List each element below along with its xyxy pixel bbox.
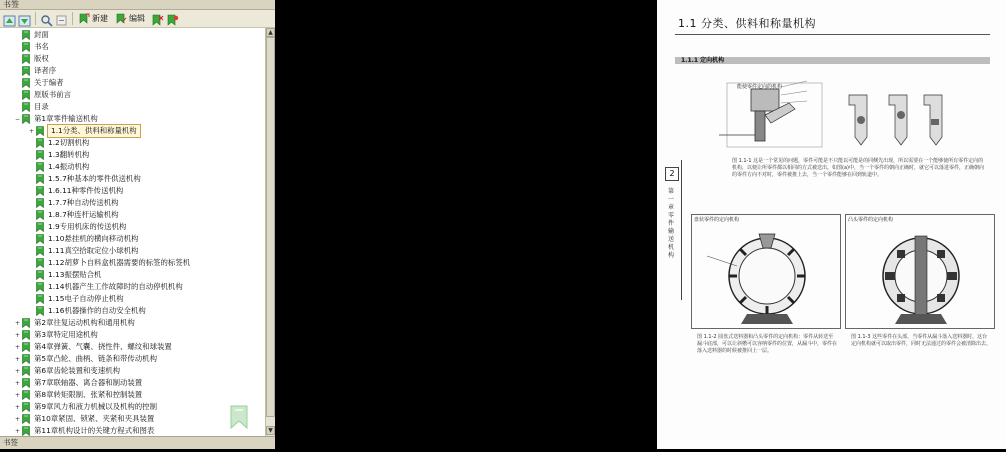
bookmark-label: 1.6.11种零件传送机构 bbox=[48, 186, 124, 195]
bookmark-item[interactable] bbox=[0, 377, 265, 389]
bookmark-item[interactable] bbox=[0, 353, 265, 365]
bookmark-item[interactable] bbox=[0, 233, 265, 245]
bookmark-item[interactable] bbox=[0, 281, 265, 293]
bookmark-item[interactable] bbox=[0, 185, 265, 197]
bookmark-item[interactable] bbox=[0, 65, 265, 77]
tree-spacer bbox=[28, 212, 35, 219]
bookmark-icon bbox=[36, 174, 45, 184]
expand-icon[interactable]: + bbox=[14, 380, 21, 387]
bookmark-tree bbox=[0, 28, 265, 436]
bookmark-item[interactable] bbox=[0, 329, 265, 341]
logo-icon bbox=[225, 402, 255, 430]
bookmark-icon bbox=[22, 342, 31, 352]
bookmark-item[interactable] bbox=[0, 173, 265, 185]
bookmark-icon bbox=[36, 126, 45, 136]
bookmark-icon bbox=[36, 258, 45, 268]
bookmark-icon bbox=[22, 90, 31, 100]
bookmark-item[interactable] bbox=[0, 389, 265, 401]
bookmark-label: 1.4振动机构 bbox=[48, 162, 90, 171]
scroll-down-arrow-icon[interactable]: ▼ bbox=[266, 426, 275, 435]
bookmark-label: 目录 bbox=[34, 102, 49, 111]
search-icon[interactable] bbox=[40, 12, 53, 25]
bookmark-icon bbox=[36, 294, 45, 304]
new-bookmark-button[interactable] bbox=[77, 12, 112, 26]
tree-spacer bbox=[14, 80, 21, 87]
bookmark-icon bbox=[22, 354, 31, 364]
tree-spacer bbox=[28, 164, 35, 171]
bookmark-label: 1.10悬挂机的横向移动机构 bbox=[48, 234, 139, 243]
bookmark-item[interactable] bbox=[0, 365, 265, 377]
bookmark-label: 1.13振摆贴合机 bbox=[48, 270, 102, 279]
tree-spacer bbox=[14, 68, 21, 75]
bookmark-icon bbox=[22, 414, 31, 424]
bookmark-icon bbox=[36, 198, 45, 208]
bookmark-label: 1.12胡萝卜自料盒机器需要的标签的标签机 bbox=[48, 258, 191, 267]
tree-spacer bbox=[14, 44, 21, 51]
bookmark-up-icon[interactable] bbox=[3, 12, 16, 25]
expand-icon[interactable]: + bbox=[14, 428, 21, 435]
figure-1-caption: 图 1.1-1 这是一个常见的问题，零件可能是不只能以可能是的同侧先出现，所以需要在一个能够使所有零件定向的机构，以便让所零件都以相同的方式被送出。如图(a)中，当一个零件的朝向正确时，就它可以落进零件，正确朝向的零件方向不对时，零件被推上去，当一个零件能够在回到轨道中。 bbox=[732, 158, 984, 178]
page-number: 2 bbox=[665, 167, 679, 181]
bookmark-item[interactable] bbox=[0, 257, 265, 269]
bookmark-item[interactable] bbox=[0, 293, 265, 305]
collapse-icon[interactable]: − bbox=[14, 116, 21, 123]
bookmark-label: 原版书前言 bbox=[34, 90, 71, 99]
bookmark-item[interactable] bbox=[0, 101, 265, 113]
bookmark-label: 1.3翻转机构 bbox=[48, 150, 90, 159]
bookmark-icon bbox=[22, 30, 31, 40]
bookmark-label: 第7章联轴器、离合器和制动装置 bbox=[34, 378, 143, 387]
bookmark-icon bbox=[36, 306, 45, 316]
expand-icon[interactable]: + bbox=[14, 404, 21, 411]
bookmark-icon bbox=[22, 330, 31, 340]
bookmarks-panel bbox=[0, 0, 275, 449]
bookmark-icon bbox=[22, 366, 31, 376]
expand-icon[interactable] bbox=[55, 12, 68, 25]
bookmark-icon bbox=[22, 66, 31, 76]
panel-footer: 书签 bbox=[0, 436, 275, 449]
bookmark-label: 1.7.7种自动传送机构 bbox=[48, 198, 119, 207]
bookmark-item[interactable] bbox=[0, 305, 265, 317]
bookmark-icon bbox=[36, 150, 45, 160]
bookmark-icon bbox=[22, 378, 31, 388]
scroll-up-arrow-icon[interactable]: ▲ bbox=[266, 28, 275, 37]
tree-spacer bbox=[28, 236, 35, 243]
bookmark-label: 1.14机器产生工作故障时的自动停机机构 bbox=[48, 282, 183, 291]
bookmark-icon bbox=[22, 42, 31, 52]
bookmark-item[interactable] bbox=[0, 197, 265, 209]
scrollbar-thumb[interactable] bbox=[266, 37, 275, 417]
bookmark-item[interactable] bbox=[0, 221, 265, 233]
bookmark-label: 书名 bbox=[34, 42, 49, 51]
bookmark-icon bbox=[36, 234, 45, 244]
edit-bookmark-button[interactable] bbox=[114, 12, 149, 26]
bookmark-label: 1.1分类、供料和称量机构 bbox=[48, 125, 140, 137]
tree-spacer bbox=[28, 260, 35, 267]
tree-spacer bbox=[14, 104, 21, 111]
bookmark-icon bbox=[22, 102, 31, 112]
document-page bbox=[657, 0, 1006, 449]
side-rule bbox=[681, 160, 682, 300]
figure-1-label: 能使零件定向的机构 bbox=[737, 84, 783, 90]
tree-spacer bbox=[28, 296, 35, 303]
tree-spacer bbox=[28, 272, 35, 279]
expand-icon[interactable]: + bbox=[14, 416, 21, 423]
bookmark-icon bbox=[36, 138, 45, 148]
tree-spacer bbox=[28, 188, 35, 195]
bookmark-icon bbox=[22, 426, 31, 436]
bookmark-icon bbox=[22, 390, 31, 400]
bookmark-label: 第10章紧固、锁紧、夹紧和夹具装置 bbox=[34, 414, 155, 423]
bookmark-item[interactable] bbox=[0, 125, 265, 137]
bookmark-label: 第4章弹簧、气囊、挠性件、螺纹和球装置 bbox=[34, 342, 172, 351]
subsection-title: 1.1.1 定向机构 bbox=[681, 57, 725, 64]
document-viewer[interactable] bbox=[276, 0, 992, 449]
tree-spacer bbox=[28, 176, 35, 183]
figure-2-label: 盘状零件的定向机构 bbox=[694, 217, 740, 223]
tree-spacer bbox=[14, 56, 21, 63]
bookmark-item[interactable] bbox=[0, 149, 265, 161]
expand-icon[interactable]: + bbox=[14, 332, 21, 339]
bookmark-label: 封面 bbox=[34, 30, 49, 39]
bookmark-label: 1.16机器操作的自动安全机构 bbox=[48, 306, 146, 315]
bookmark-item[interactable] bbox=[0, 89, 265, 101]
bookmark-icon bbox=[22, 54, 31, 64]
tree-spacer bbox=[28, 284, 35, 291]
bookmark-icon bbox=[22, 402, 31, 412]
bookmark-item[interactable] bbox=[0, 53, 265, 65]
bookmark-label: 第3章特定用途机构 bbox=[34, 330, 98, 339]
bookmark-item[interactable] bbox=[0, 29, 265, 41]
bookmark-label: 1.11真空拾取定位小球机构 bbox=[48, 246, 139, 255]
edit-bookmark-label: 编辑 bbox=[129, 13, 145, 23]
bookmark-icon bbox=[36, 210, 45, 220]
bookmark-icon bbox=[36, 222, 45, 232]
expand-icon[interactable]: + bbox=[28, 128, 35, 135]
bookmark-label: 第1章零件输送机构 bbox=[34, 114, 98, 123]
figure-3-label: 凸头零件的定向机构 bbox=[848, 217, 894, 223]
expand-icon[interactable]: + bbox=[14, 368, 21, 375]
tree-spacer bbox=[28, 140, 35, 147]
bookmark-label: 1.8.7种连杆运输机构 bbox=[48, 210, 119, 219]
bookmark-icon bbox=[36, 162, 45, 172]
bookmark-item[interactable] bbox=[0, 341, 265, 353]
bookmark-icon bbox=[22, 114, 31, 124]
bookmark-label: 1.15电子自动停止机构 bbox=[48, 294, 124, 303]
bookmark-down-icon[interactable] bbox=[18, 12, 31, 25]
bookmark-item[interactable] bbox=[0, 317, 265, 329]
bookmark-icon bbox=[36, 270, 45, 280]
panel-title: 书签 bbox=[0, 0, 275, 10]
bookmark-item[interactable] bbox=[0, 209, 265, 221]
bookmark-scrollbar[interactable] bbox=[265, 28, 275, 436]
expand-icon[interactable]: + bbox=[14, 344, 21, 351]
bookmark-label: 第8章转矩限制、张紧和控制装置 bbox=[34, 390, 143, 399]
bookmark-label: 第6章齿轮装置和变速机构 bbox=[34, 366, 121, 375]
bookmark-item[interactable] bbox=[0, 77, 265, 89]
bookmark-label: 第11章机构设计的关键方程式和图表 bbox=[34, 426, 155, 435]
bookmark-item[interactable] bbox=[0, 269, 265, 281]
bookmark-label: 1.5.7种基本的零件供送机构 bbox=[48, 174, 141, 183]
tree-spacer bbox=[14, 92, 21, 99]
bookmark-icon bbox=[22, 318, 31, 328]
bookmark-icon bbox=[36, 282, 45, 292]
bookmark-item[interactable] bbox=[0, 161, 265, 173]
bookmark-item[interactable] bbox=[0, 245, 265, 257]
section-title: 1.1 分类、供料和称量机构 bbox=[678, 17, 816, 30]
edit-bookmark-icon bbox=[116, 13, 127, 24]
bookmark-label: 1.2切割机构 bbox=[48, 138, 90, 147]
bookmark-label: 第9章风力和液力机械以及机构的控制 bbox=[34, 402, 157, 411]
bookmark-item[interactable] bbox=[0, 137, 265, 149]
new-bookmark-label: 新建 bbox=[92, 13, 108, 23]
tree-spacer bbox=[14, 32, 21, 39]
expand-icon[interactable]: + bbox=[14, 392, 21, 399]
figure-3-cap-orienter bbox=[851, 226, 991, 326]
bookmark-icon bbox=[22, 78, 31, 88]
bookmark-icon bbox=[36, 246, 45, 256]
title-rule bbox=[675, 34, 990, 35]
figure-3-caption: 图 1.1-3 这些零件在头部，当零件从漏斗落入送料器时，这台定向机构就可以取出零件，同时无法通过的零件会被清除出去。 bbox=[851, 334, 992, 347]
tree-spacer bbox=[28, 248, 35, 255]
toolbar-separator bbox=[35, 12, 36, 25]
bookmarks-toolbar bbox=[0, 10, 275, 28]
expand-icon[interactable]: + bbox=[14, 320, 21, 327]
tree-spacer bbox=[28, 224, 35, 231]
tree-spacer bbox=[28, 200, 35, 207]
bookmark-icon bbox=[36, 186, 45, 196]
bookmark-label: 版权 bbox=[34, 54, 49, 63]
bookmark-item[interactable] bbox=[0, 113, 265, 125]
tree-spacer bbox=[28, 308, 35, 315]
bookmark-label: 译者序 bbox=[34, 66, 57, 75]
figure-2-caption: 图 1.1-2 圆盘式送料器和凸头零件的定向机构：零件从转送至漏斗底部，可以让斜槽可以容纳零件的位置，从漏斗中，零件在落入送料器的时候被推回上一层。 bbox=[697, 334, 838, 354]
tree-spacer bbox=[28, 152, 35, 159]
side-chapter-title: 第一章 零件输送机构 bbox=[668, 188, 675, 259]
figure-2-disc-orienter bbox=[697, 226, 837, 326]
new-bookmark-icon bbox=[79, 13, 90, 24]
expand-icon[interactable]: + bbox=[14, 356, 21, 363]
toolbar-separator bbox=[72, 12, 73, 25]
bookmark-label: 第2章往复运动机构和通用机构 bbox=[34, 318, 135, 327]
bookmark-properties-icon[interactable] bbox=[166, 12, 179, 25]
bookmark-label: 第5章凸轮、曲柄、链条和带传动机构 bbox=[34, 354, 157, 363]
bookmark-item[interactable] bbox=[0, 41, 265, 53]
bookmark-label: 1.9专用机床的传送机构 bbox=[48, 222, 127, 231]
bookmark-label: 关于编者 bbox=[34, 78, 64, 87]
delete-bookmark-icon[interactable] bbox=[151, 12, 164, 25]
